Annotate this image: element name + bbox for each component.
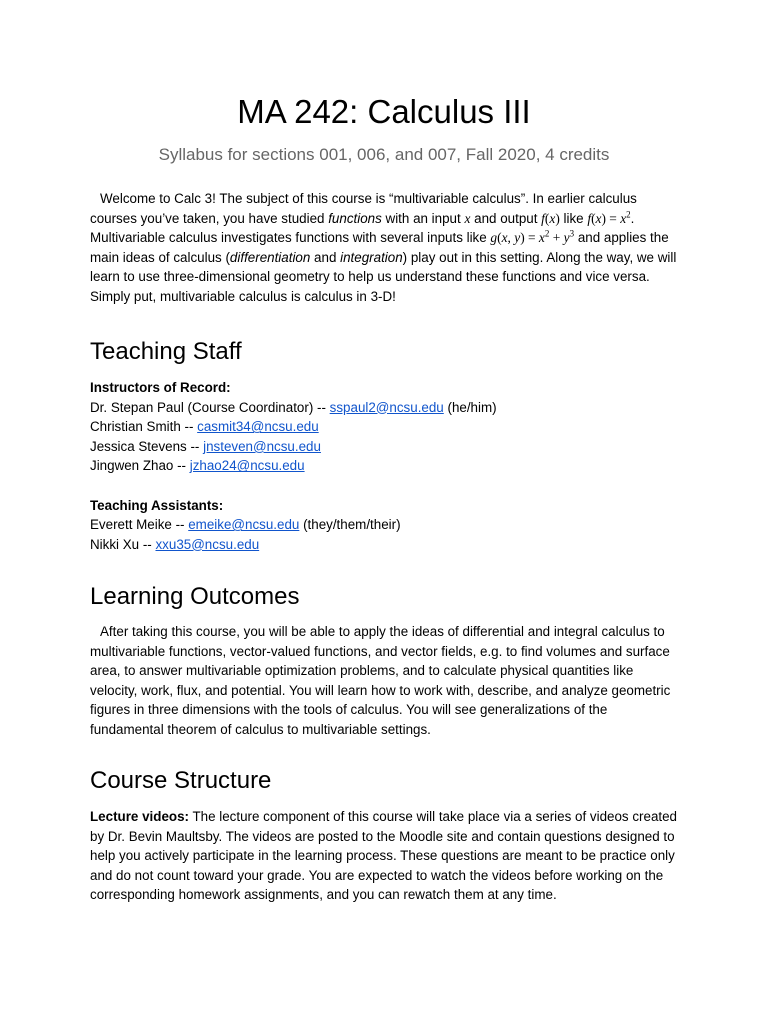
- ta-pronouns: (they/them/their): [299, 517, 401, 533]
- ta-email-link[interactable]: emeike@ncsu.edu: [188, 517, 300, 533]
- instructor-email-link[interactable]: jzhao24@ncsu.edu: [189, 458, 305, 474]
- instructor-row: [90, 398, 680, 418]
- teaching-staff-section: [90, 378, 680, 554]
- page-title: MA 242: Calculus III: [237, 93, 531, 130]
- learning-outcomes-heading: Learning Outcomes: [90, 583, 300, 610]
- tas-label: Teaching Assistants:: [90, 497, 224, 513]
- instructor-name: Jingwen Zhao --: [90, 458, 190, 474]
- instructor-row: [90, 417, 680, 437]
- instructor-email-link[interactable]: sspaul2@ncsu.edu: [329, 399, 444, 415]
- intro-text-6: and applies the main ideas of calculus (: [90, 230, 669, 265]
- ta-row: [90, 535, 680, 555]
- instructor-name: Jessica Stevens --: [90, 438, 204, 454]
- math-g-of-xy: g(x, $y) = x^2 + y^3$: [490, 228, 575, 246]
- page-subtitle: Syllabus for sections 001, 006, and 007, Fall 2020, 4 credits: [158, 145, 610, 164]
- math-f-equals-x-squared: $f(x) = x^2$: [587, 209, 631, 226]
- course-structure-heading: Course Structure: [90, 767, 272, 794]
- intro-text-7: ) play out in this setting. Along the way, we will learn to use three-dimensional geometry to help us understand these functions and vice versa. Simply put, multivariable calculus is calculus in 3-D!: [90, 249, 677, 304]
- intro-text-2: with an input: [381, 210, 465, 226]
- instructor-row: [90, 437, 680, 457]
- intro-text-4: like: [563, 210, 588, 226]
- intro-text-3: and output: [474, 210, 542, 226]
- instructor-name: Dr. Stepan Paul (Course Coordinator) --: [90, 399, 330, 415]
- intro-text-5: . Multivariable calculus investigates functions with several inputs like: [90, 210, 635, 246]
- ta-row: [90, 515, 680, 535]
- instructor-email-link[interactable]: casmit34@ncsu.edu: [197, 419, 319, 435]
- intro-functions-term: functions: [328, 210, 382, 226]
- instructor-pronouns: (he/him): [443, 399, 497, 415]
- lecture-videos-text: The lecture component of this course will take place via a series of videos created by Dr. Bevin Maultsby. The videos are posted to the Moodle site and contain questions designed to help you actively participate in the learning process. These questions are meant to be practice only and do not count toward your grade. You are expected to watch the videos before working on the corresponding homework assignments, and you can rewatch them at any time.: [90, 809, 678, 903]
- ta-name: Everett Meike --: [90, 517, 189, 533]
- ta-name: Nikki Xu --: [90, 536, 156, 552]
- intro-and: and: [310, 249, 341, 265]
- spacer: [90, 476, 680, 496]
- instructor-name: Christian Smith --: [90, 419, 198, 435]
- lecture-videos-label: Lecture videos:: [90, 809, 189, 824]
- ta-email-link[interactable]: xxu35@ncsu.edu: [155, 536, 260, 552]
- intro-text-1: Welcome to Calc 3! The subject of this course is “multivariable calculus”. In earlier calculus courses you’ve taken, you have studied: [90, 191, 637, 226]
- instructors-label: Instructors of Record:: [90, 380, 231, 395]
- instructor-email-link[interactable]: jnsteven@ncsu.edu: [203, 438, 321, 454]
- teaching-staff-heading: Teaching Staff: [90, 338, 242, 365]
- intro-integration-term: integration: [340, 249, 403, 265]
- intro-differentiation-term: differentiation: [229, 249, 311, 265]
- learning-outcomes-paragraph: After taking this course, you will be able to apply the ideas of differential and integral calculus to multivariable functions, vector-valued functions, and vector fields, e.g. to find volumes and surface area, to answer multivariable optimization problems, and to calculate physical quantities like velocity, work, flux, and potential. You will learn how to work with, describe, and analyze geometric figures in three dimensions with the tools of calculus. You will see generalizations of the fundamental theorem of calculus to multivariable settings.: [90, 624, 671, 737]
- math-x: x: [464, 210, 471, 226]
- lecture-videos-paragraph: [90, 807, 680, 905]
- instructor-row: [90, 456, 680, 476]
- intro-paragraph: [90, 189, 680, 307]
- math-fx: f(x): [541, 210, 560, 226]
